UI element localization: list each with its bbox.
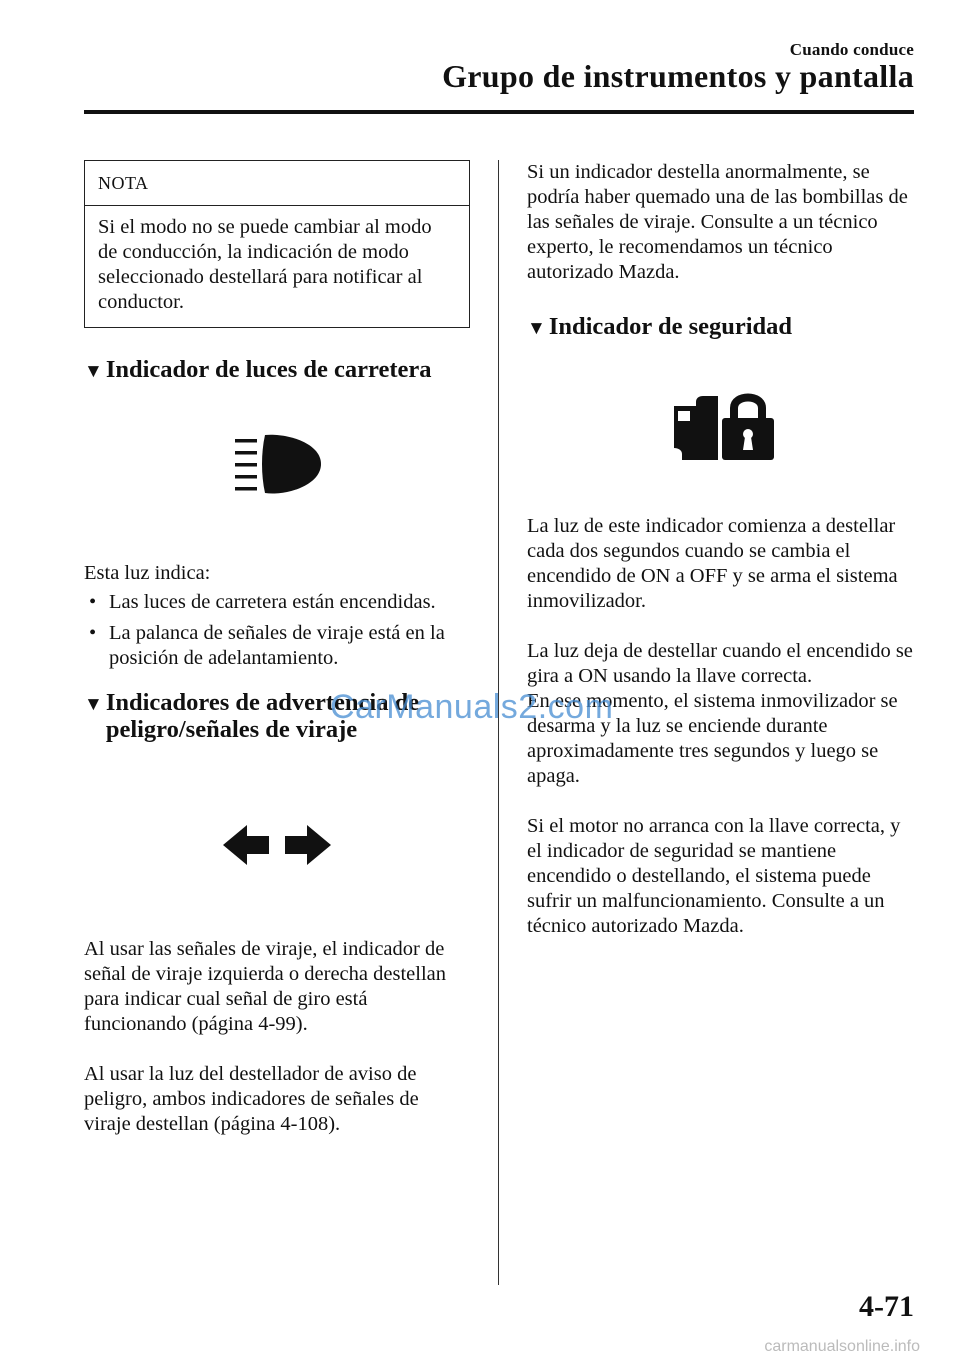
turn-signal-arrows-icon (221, 823, 333, 867)
turn-signals-para-1: Al usar las señales de viraje, el indicador de señal de viraje izquierda o derecha destellan para indicar cual señal de giro está funcionando (página 4-99). (84, 938, 446, 1035)
triangle-marker: ▼ (84, 361, 103, 382)
footer-logo: carmanualsonline.info (764, 1338, 920, 1355)
right-column (527, 160, 917, 939)
security-para-3: Si el motor no arranca con la llave correcta, y el indicador de seguridad se mantiene encendido o destellando, el sistema puede sufrir un malfuncionamiento. Consulte a un técnico autorizado Mazda. (527, 815, 901, 937)
triangle-marker: ▼ (84, 694, 103, 715)
high-beam-intro: Esta luz indica: (84, 562, 211, 584)
list-item-text: La palanca de señales de viraje está en la posición de adelantamiento. (109, 622, 445, 669)
page-title: Grupo de instrumentos y pantalla (442, 58, 914, 94)
heading-high-beam-text: Indicador de luces de carretera (105, 356, 432, 383)
header-rule (84, 110, 914, 114)
heading-line-1: Indicadores de advertencia de (105, 689, 420, 716)
page-number: 4-71 (859, 1290, 914, 1323)
security-car-lock-icon (666, 388, 778, 464)
note-body: Si el modo no se puede cambiar al modo de conducción, la indicación de modo seleccionado destellará para notificar al conductor. (98, 216, 432, 313)
list-item (84, 621, 470, 671)
turn-signal-icon-wrap (84, 823, 470, 867)
left-column (84, 160, 470, 1137)
bullet-dot: • (89, 591, 97, 613)
security-para-2b: En ese momento, el sistema inmovilizador se desarma y la luz se enciende durante aproximadamente tres segundos y luego se apaga. (527, 690, 898, 787)
security-para-1: La luz de este indicador comienza a destellar cada dos segundos cuando se cambia el encendido de ON a OFF y se arma el sistema inmovilizador. (527, 515, 898, 612)
heading-line-2: peligro/señales de viraje (105, 716, 358, 743)
bullet-dot: • (89, 622, 97, 644)
triangle-marker: ▼ (527, 318, 546, 339)
heading-high-beam (84, 356, 470, 385)
high-beam-icon (227, 433, 327, 499)
watermark: CarManuals2.com (330, 688, 614, 726)
turn-signals-para-2: Al usar la luz del destellador de aviso de peligro, ambos indicadores de señales de viraje destellan (página 4-108). (84, 1063, 419, 1135)
note-box (84, 160, 470, 328)
high-beam-list (84, 590, 470, 671)
heading-security-text: Indicador de seguridad (548, 313, 793, 340)
security-icon-wrap (527, 388, 917, 464)
list-item-text: Las luces de carretera están encendidas. (109, 591, 436, 613)
security-para-2a: La luz deja de destellar cuando el encendido se gira a ON usando la llave correcta. (527, 640, 913, 687)
list-item (84, 590, 470, 615)
note-title: NOTA (85, 161, 469, 206)
heading-security (527, 313, 917, 342)
high-beam-icon-wrap (84, 433, 470, 499)
section-label: Cuando conduce (789, 40, 914, 59)
intro-paragraph: Si un indicador destella anormalmente, se podría haber quemado una de las bombillas de las señales de viraje. Consulte a un técnico experto, le recomendamos un técnico autorizado Mazda. (527, 161, 908, 283)
